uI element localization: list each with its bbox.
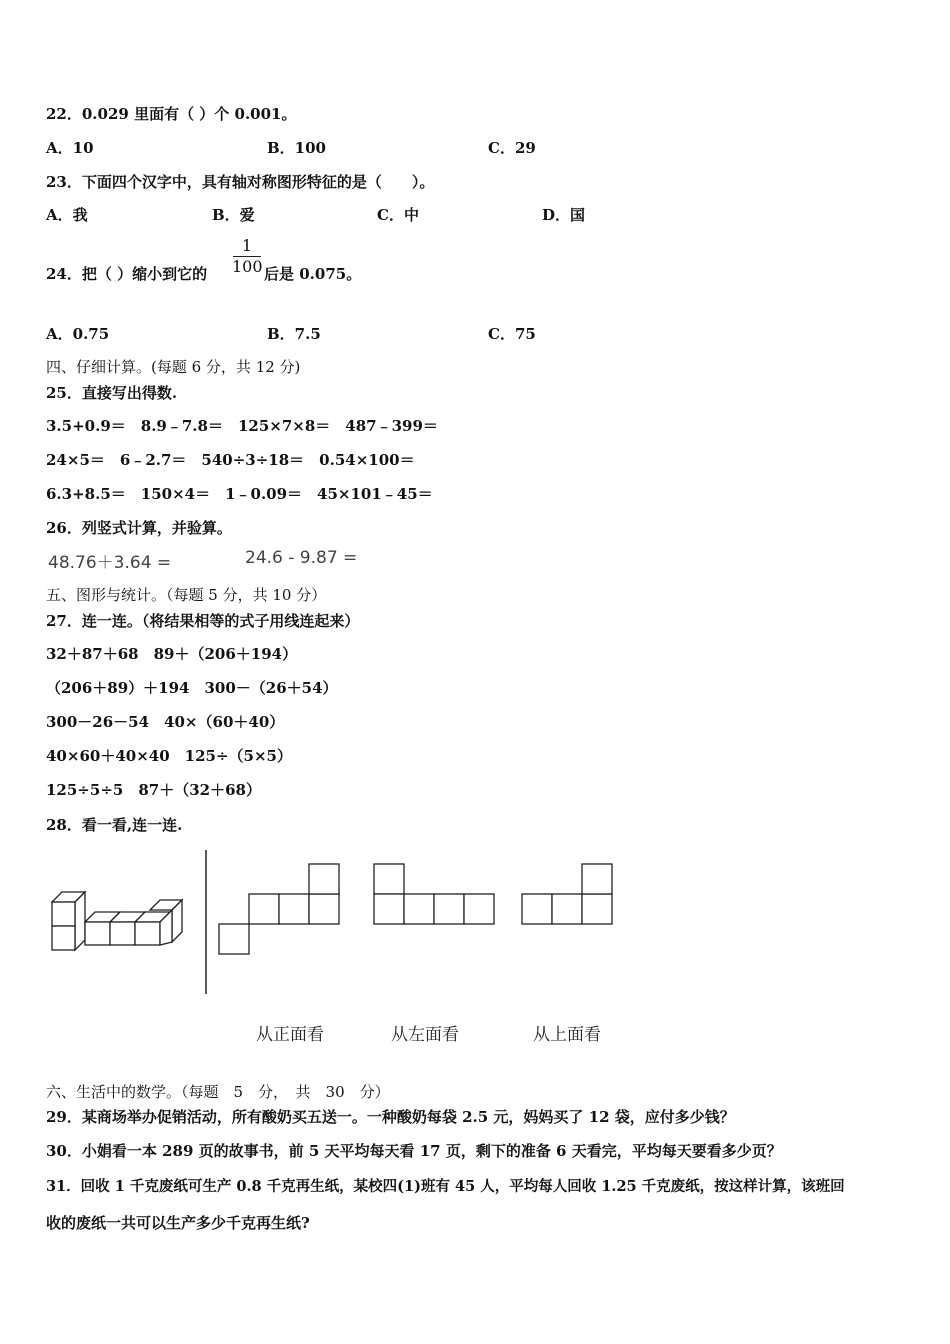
- q24-stem-before: 24．把（ ）缩小到它的: [46, 265, 208, 283]
- q22-stem: 22．0.029 里面有（ ）个 0.001。: [46, 105, 297, 123]
- q23-option-d: D．国: [542, 206, 586, 224]
- q27-row-5: 125÷5÷5 87＋（32＋68）: [46, 781, 261, 799]
- q26-stem: 26．列竖式计算，并验算。: [46, 519, 232, 537]
- q25-stem: 25．直接写出得数.: [46, 384, 178, 402]
- q24-fraction: [232, 236, 262, 277]
- q29-text: 29．某商场举办促销活动，所有酸奶买五送一。一种酸奶每袋 2.5 元，妈妈买了 12 袋，应付多少钱？: [46, 1108, 735, 1126]
- q27-row-3: 300－26－54 40×（60＋40）: [46, 713, 285, 731]
- q23-stem: 23．下面四个汉字中，具有轴对称图形特征的是（ ）。: [46, 173, 435, 191]
- q24-option-b: B．7.5: [267, 325, 321, 343]
- view-grid-b: [373, 862, 497, 926]
- q25-row-1: 3.5+0.9＝ 8.9﹣7.8＝ 125×7×8＝ 487﹣399＝: [46, 417, 438, 435]
- q24-stem-after: 后是 0.075。: [264, 265, 362, 283]
- view-label-top: 从上面看: [533, 1025, 601, 1045]
- q22-option-a: A．10: [46, 139, 94, 157]
- q27-stem: 27．连一连。（将结果相等的式子用线连起来）: [46, 612, 360, 630]
- q27-row-1: 32＋87＋68 89＋（206＋194）: [46, 645, 298, 663]
- section6-title: 六、生活中的数学。（每题 5 分， 共 30 分）: [46, 1083, 390, 1101]
- q31-text-line1: 31．回收 1 千克废纸可生产 0.8 千克再生纸，某校四(1)班有 45 人，平均每人回收 1.25 千克废纸，按这样计算，该班回: [46, 1178, 845, 1195]
- figure-divider: [204, 850, 208, 994]
- section5-title: 五、图形与统计。（每题 5 分，共 10 分）: [46, 586, 327, 604]
- view-label-left: 从左面看: [391, 1025, 459, 1045]
- q22-option-b: B．100: [267, 139, 326, 157]
- section4-title: 四、仔细计算。(每题 6 分，共 12 分): [46, 358, 301, 376]
- q27-row-4: 40×60＋40×40 125÷（5×5）: [46, 747, 292, 765]
- q23-option-a: A．我: [46, 206, 88, 224]
- q24-option-c: C．75: [488, 325, 536, 343]
- q23-option-b: B．爱: [212, 206, 255, 224]
- q28-stem: 28．看一看,连一连.: [46, 816, 183, 834]
- view-grid-a: [218, 862, 342, 956]
- q23-option-c: C．中: [377, 206, 419, 224]
- fraction-denominator: 100: [232, 257, 263, 276]
- cube-assembly-figure: [40, 880, 190, 960]
- q31-text-line2: 收的废纸一共可以生产多少千克再生纸?: [46, 1214, 310, 1232]
- q27-row-2: （206＋89）＋194 300－（26＋54）: [46, 679, 338, 697]
- q30-text: 30．小娟看一本 289 页的故事书，前 5 天平均每天看 17 页，剩下的准备 6 天看完，平均每天要看多少页？: [46, 1142, 782, 1160]
- q26-expression-2: 24.6 - 9.87 =: [245, 548, 358, 568]
- q24-option-a: A．0.75: [46, 325, 110, 343]
- q25-row-3: 6.3+8.5＝ 150×4＝ 1﹣0.09＝ 45×101﹣45＝: [46, 485, 433, 503]
- q25-row-2: 24×5＝ 6﹣2.7＝ 540÷3÷18＝ 0.54×100＝: [46, 451, 415, 469]
- q22-option-c: C．29: [488, 139, 536, 157]
- view-grid-c: [521, 862, 615, 926]
- q26-expression-1: 48.76＋3.64 =: [48, 553, 172, 573]
- fraction-numerator: 1: [241, 236, 253, 255]
- view-label-front: 从正面看: [256, 1025, 324, 1045]
